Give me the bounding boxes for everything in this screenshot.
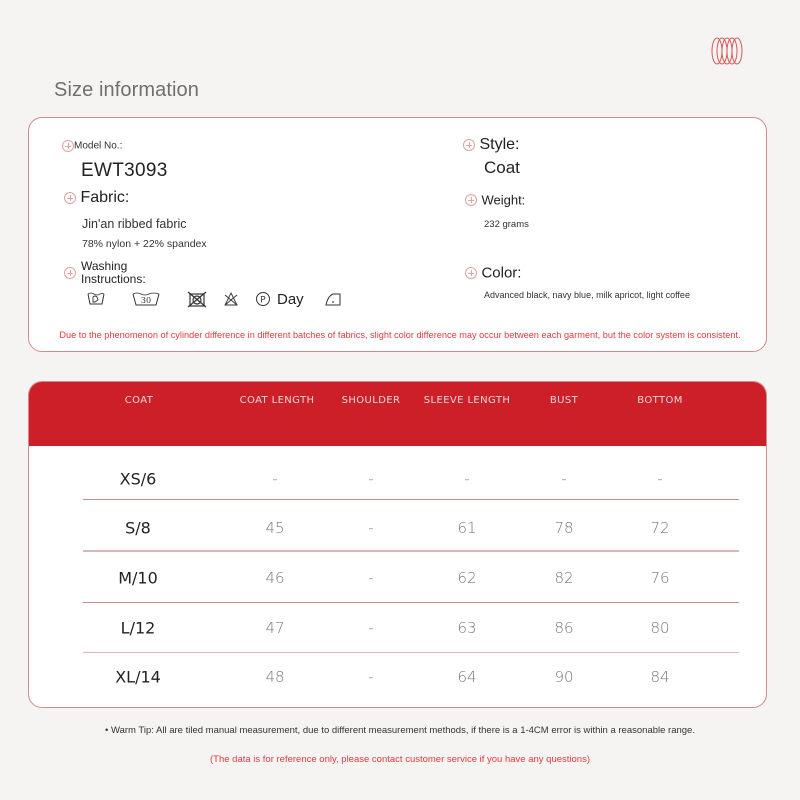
product-info-card xyxy=(28,117,767,352)
row-divider xyxy=(83,550,739,552)
style-value: Coat xyxy=(484,158,520,177)
model-label-group xyxy=(62,137,122,155)
warm-tip: • Warm Tip: All are tiled manual measurement, due to different measurement methods, if there is a 1-4CM error is within a reasonable range. xyxy=(105,725,695,736)
fabric-name: Jin'an ribbed fabric xyxy=(82,217,187,231)
washing-label-group xyxy=(64,260,146,286)
bottom-cell: 76 xyxy=(650,569,670,587)
svg-text:30: 30 xyxy=(140,296,152,305)
shoulder-cell: - xyxy=(368,619,374,637)
bottom-cell: - xyxy=(657,470,663,488)
col-header-coat-length: COAT LENGTH xyxy=(239,395,315,406)
table-row xyxy=(29,553,766,603)
dry-clean-p-icon xyxy=(255,291,271,307)
color-label: Color: xyxy=(481,264,522,282)
size-table xyxy=(28,381,767,708)
bottom-cell: 84 xyxy=(650,668,670,686)
model-value: EWT3093 xyxy=(81,160,168,181)
reference-note: (The data is for reference only, please contact customer service if you have any questions) xyxy=(209,754,590,765)
machine-wash-30-icon xyxy=(132,291,160,307)
washing-icons xyxy=(86,289,342,309)
row-divider xyxy=(83,499,739,500)
no-bleach-icon xyxy=(223,291,239,307)
plus-circle-icon xyxy=(64,192,76,204)
svg-text:P: P xyxy=(260,295,266,306)
no-tumble-dry-icon xyxy=(186,291,208,308)
table-row xyxy=(29,603,766,653)
plus-circle-icon xyxy=(64,267,76,279)
coat-length-cell: 45 xyxy=(265,519,285,537)
hand-wash-icon xyxy=(86,291,106,307)
size-cell: XS/6 xyxy=(119,469,157,489)
sleeve-length-cell: 63 xyxy=(457,619,477,637)
washing-label-line1: Washing xyxy=(81,259,128,273)
col-header-bust: BUST xyxy=(549,395,579,406)
bust-cell: 86 xyxy=(554,619,574,637)
style-label-group xyxy=(463,136,519,154)
coat-length-cell: - xyxy=(272,470,278,488)
weight-value: 232 grams xyxy=(484,219,529,230)
sleeve-length-cell: 61 xyxy=(457,519,477,537)
plus-circle-icon xyxy=(62,140,74,152)
shoulder-cell: - xyxy=(368,519,374,537)
bust-cell: 90 xyxy=(554,668,574,686)
shoulder-cell: - xyxy=(368,569,374,587)
col-header-shoulder: SHOULDER xyxy=(341,395,401,406)
style-label: Style: xyxy=(479,136,520,153)
washing-label-line2: Instructions: xyxy=(81,272,146,286)
color-disclaimer: Due to the phenomenon of cylinder difference in different batches of fabrics, slight color difference may occur between each garment, but the color system is consistent. xyxy=(59,330,741,340)
color-value: Advanced black, navy blue, milk apricot, light coffee xyxy=(484,290,690,300)
weight-label-group xyxy=(465,191,525,209)
shoulder-cell: - xyxy=(368,668,374,686)
bust-cell: - xyxy=(561,470,567,488)
plus-circle-icon xyxy=(463,139,475,151)
sleeve-length-cell: 64 xyxy=(457,668,477,686)
size-cell: L/12 xyxy=(120,618,156,638)
size-cell: S/8 xyxy=(125,518,151,538)
color-label-group xyxy=(465,264,521,282)
shoulder-cell: - xyxy=(368,470,374,488)
size-cell: XL/14 xyxy=(115,667,161,687)
coat-length-cell: 46 xyxy=(265,569,285,587)
table-row xyxy=(29,652,766,702)
bottom-cell: 72 xyxy=(650,519,670,537)
page-title: Size information xyxy=(54,79,199,101)
bottom-cell: 80 xyxy=(650,619,670,637)
table-header xyxy=(29,382,766,446)
dry-clean-text: Day xyxy=(277,290,304,308)
size-cell: M/10 xyxy=(118,568,158,588)
coat-length-cell: 47 xyxy=(265,619,285,637)
fabric-label-group xyxy=(64,189,129,207)
sleeve-length-cell: - xyxy=(464,470,470,488)
col-header-sleeve-length: SLEEVE LENGTH xyxy=(423,395,511,406)
plus-circle-icon xyxy=(465,267,477,279)
table-row xyxy=(29,503,766,553)
bust-cell: 82 xyxy=(554,569,574,587)
col-header-bottom: BOTTOM xyxy=(637,395,683,406)
fabric-label: Fabric: xyxy=(80,189,130,206)
iron-low-icon xyxy=(324,291,342,307)
model-label: Model No.: xyxy=(74,140,123,152)
sleeve-length-cell: 62 xyxy=(457,569,477,587)
spring-coil-icon xyxy=(711,36,745,66)
table-row xyxy=(29,454,766,504)
col-header-coat: COAT xyxy=(124,395,154,406)
plus-circle-icon xyxy=(465,194,477,206)
coat-length-cell: 48 xyxy=(265,668,285,686)
weight-label: Weight: xyxy=(481,192,526,208)
fabric-composition: 78% nylon + 22% spandex xyxy=(82,238,207,250)
bust-cell: 78 xyxy=(554,519,574,537)
